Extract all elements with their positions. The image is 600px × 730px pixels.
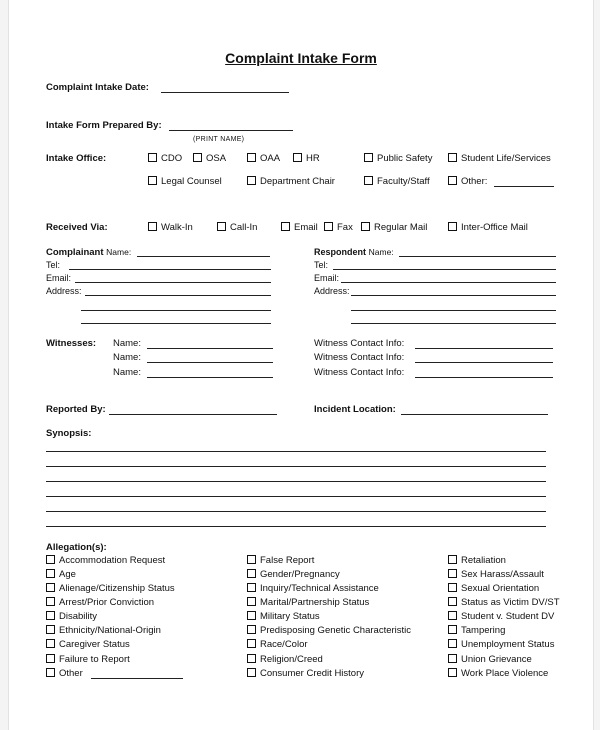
checkbox-icon [448,625,457,634]
allegation-option[interactable]: Accommodation Request [46,555,165,567]
via-option-call-in[interactable]: Call-In [217,222,257,234]
respondent-address-field-2[interactable] [351,310,556,311]
checkbox-icon [448,569,457,578]
complainant-email-label: Email: [46,273,72,283]
received-via-label: Received Via: [46,222,108,233]
synopsis-line[interactable] [46,481,546,482]
allegation-option[interactable]: Consumer Credit History [247,668,364,680]
respondent-tel-label: Tel: [314,260,329,270]
checkbox-icon [448,222,457,231]
checkbox-icon [148,222,157,231]
witness-name-field[interactable] [147,362,273,363]
checkbox-icon [448,668,457,677]
checkbox-icon [46,639,55,648]
office-other-field[interactable] [494,186,554,187]
allegation-option[interactable]: Status as Victim DV/ST [448,597,560,609]
allegations-label: Allegation(s): [46,542,107,553]
allegation-option[interactable]: Student v. Student DV [448,611,554,623]
checkbox-icon [46,597,55,606]
complainant-tel-label: Tel: [46,260,61,270]
allegation-option[interactable]: Sexual Orientation [448,583,539,595]
allegation-option[interactable]: Marital/Partnership Status [247,597,369,609]
allegation-option[interactable]: Union Grievance [448,654,532,666]
synopsis-label: Synopsis: [46,428,92,439]
witness-contact-field[interactable] [415,348,553,349]
allegation-option[interactable]: Alienage/Citizenship Status [46,583,175,595]
office-option-public-safety[interactable]: Public Safety [364,153,432,165]
checkbox-icon [46,583,55,592]
allegation-option[interactable]: Caregiver Status [46,639,130,651]
checkbox-icon [247,639,256,648]
checkbox-icon [46,668,55,677]
complainant-tel-field[interactable] [69,269,271,270]
respondent-address-field-3[interactable] [351,323,556,324]
incident-location-label: Incident Location: [314,404,396,415]
office-option-oaa[interactable]: OAA [247,153,280,165]
checkbox-icon [448,597,457,606]
allegation-option[interactable]: Inquiry/Technical Assistance [247,583,379,595]
intake-date-label: Complaint Intake Date: [46,82,149,93]
checkbox-icon [448,639,457,648]
via-option-inter-office-mail[interactable]: Inter-Office Mail [448,222,528,234]
checkbox-icon [448,583,457,592]
allegation-option[interactable]: Gender/Pregnancy [247,569,340,581]
synopsis-line[interactable] [46,466,546,467]
allegation-option[interactable]: Ethnicity/National-Origin [46,625,161,637]
via-option-fax[interactable]: Fax [324,222,353,234]
witness-contact-label: Witness Contact Info: [314,352,405,363]
checkbox-icon [247,569,256,578]
intake-office-label: Intake Office: [46,153,107,164]
witnesses-label: Witnesses: [46,338,97,349]
checkbox-icon [364,153,373,162]
checkbox-icon [217,222,226,231]
complainant-email-field[interactable] [75,282,271,283]
checkbox-icon [247,583,256,592]
incident-location-field[interactable] [401,414,548,415]
witness-name-label: Name: [113,367,141,378]
page-title: Complaint Intake Form [225,50,377,66]
synopsis-line[interactable] [46,451,546,452]
checkbox-icon [148,176,157,185]
checkbox-icon [361,222,370,231]
witness-name-field[interactable] [147,377,273,378]
complainant-name-field[interactable] [137,256,270,257]
form-page [8,0,594,730]
respondent-name-label: Respondent Name: [314,247,394,257]
checkbox-icon [448,153,457,162]
allegation-option[interactable]: Age [46,569,76,581]
allegation-option[interactable]: Disability [46,611,97,623]
allegation-option[interactable]: Tampering [448,625,505,637]
checkbox-icon [46,625,55,634]
allegation-option[interactable]: Religion/Creed [247,654,323,666]
via-option-email[interactable]: Email [281,222,318,234]
checkbox-icon [448,654,457,663]
witness-name-label: Name: [113,338,141,349]
via-option-regular-mail[interactable]: Regular Mail [361,222,427,234]
checkbox-icon [324,222,333,231]
allegation-option[interactable]: Sex Harass/Assault [448,569,544,581]
respondent-tel-field[interactable] [333,269,556,270]
checkbox-icon [364,176,373,185]
checkbox-icon [247,611,256,620]
checkbox-icon [247,176,256,185]
checkbox-icon [46,654,55,663]
synopsis-line[interactable] [46,526,546,527]
allegation-option-other[interactable]: Other [46,668,83,680]
respondent-email-label: Email: [314,273,340,283]
respondent-address-label: Address: [314,286,350,296]
office-option-other[interactable]: Other: [448,176,487,188]
print-name-hint: (PRINT NAME) [193,136,245,143]
complainant-address-field-2[interactable] [81,310,271,311]
office-option-faculty-staff[interactable]: Faculty/Staff [364,176,430,188]
checkbox-icon [193,153,202,162]
checkbox-icon [247,625,256,634]
complainant-name-label: Complainant Name: [46,247,132,258]
allegation-option[interactable]: Unemployment Status [448,639,554,651]
office-option-department-chair[interactable]: Department Chair [247,176,335,188]
respondent-name-field[interactable] [399,256,556,257]
office-option-cdo[interactable]: CDO [148,153,182,165]
allegation-option[interactable]: Military Status [247,611,320,623]
allegation-option[interactable]: Race/Color [247,639,308,651]
witness-contact-field[interactable] [415,377,553,378]
allegation-option[interactable]: Arrest/Prior Conviction [46,597,154,609]
checkbox-icon [46,569,55,578]
allegation-option[interactable]: Failure to Report [46,654,130,666]
complainant-address-field[interactable] [85,295,271,296]
complainant-address-field-3[interactable] [81,323,271,324]
allegation-other-field[interactable] [91,678,183,679]
prepared-by-label: Intake Form Prepared By: [46,120,162,131]
synopsis-line[interactable] [46,511,546,512]
witness-contact-label: Witness Contact Info: [314,367,405,378]
intake-date-field[interactable] [161,92,289,93]
checkbox-icon [148,153,157,162]
reported-by-field[interactable] [109,414,277,415]
reported-by-label: Reported By: [46,404,106,415]
respondent-email-field[interactable] [341,282,556,283]
checkbox-icon [247,597,256,606]
allegation-option[interactable]: Predisposing Genetic Characteristic [247,625,411,637]
prepared-by-field[interactable] [169,130,293,131]
complainant-address-label: Address: [46,286,82,296]
checkbox-icon [46,555,55,564]
witness-contact-field[interactable] [415,362,553,363]
checkbox-icon [448,555,457,564]
checkbox-icon [293,153,302,162]
office-option-student-life[interactable]: Student Life/Services [448,153,551,165]
checkbox-icon [247,654,256,663]
allegation-option[interactable]: False Report [247,555,314,567]
allegation-option[interactable]: Retaliation [448,555,506,567]
allegation-option[interactable]: Work Place Violence [448,668,548,680]
witness-contact-label: Witness Contact Info: [314,338,405,349]
checkbox-icon [247,555,256,564]
respondent-address-field[interactable] [351,295,556,296]
checkbox-icon [247,153,256,162]
synopsis-line[interactable] [46,496,546,497]
checkbox-icon [281,222,290,231]
checkbox-icon [448,611,457,620]
office-option-osa[interactable]: OSA [193,153,226,165]
checkbox-icon [247,668,256,677]
via-option-walk-in[interactable]: Walk-In [148,222,193,234]
checkbox-icon [46,611,55,620]
office-option-hr[interactable]: HR [293,153,320,165]
checkbox-icon [448,176,457,185]
witness-name-field[interactable] [147,348,273,349]
office-option-legal-counsel[interactable]: Legal Counsel [148,176,222,188]
witness-name-label: Name: [113,352,141,363]
